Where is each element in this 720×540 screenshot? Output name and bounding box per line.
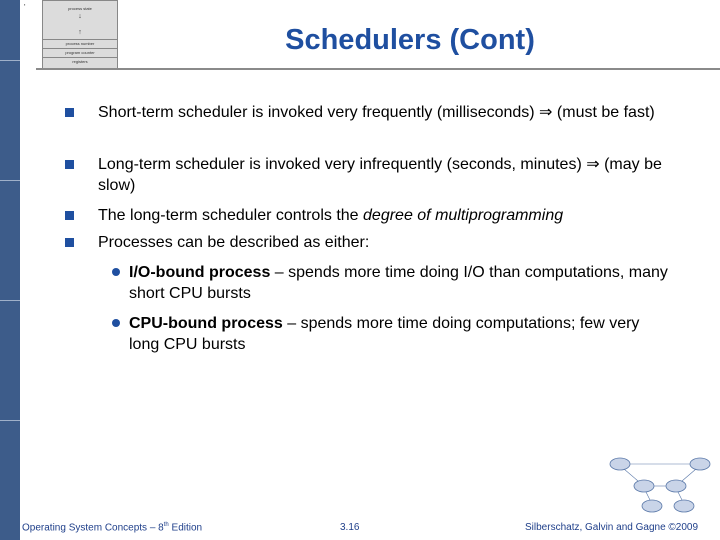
sidebar-separator bbox=[0, 300, 20, 301]
sub-bullet-term: CPU-bound process bbox=[129, 315, 283, 332]
sub-bullet-item bbox=[108, 262, 668, 304]
sub-bullet-term: I/O-bound process bbox=[129, 264, 271, 281]
pcb-row: registers bbox=[43, 57, 117, 66]
footer-book-title bbox=[22, 522, 202, 533]
sidebar-separator bbox=[0, 60, 20, 61]
sub-bullet-text bbox=[108, 262, 668, 304]
state-node-running bbox=[666, 480, 686, 492]
state-node-blocked bbox=[674, 500, 694, 512]
state-node-ready bbox=[634, 480, 654, 492]
down-arrow-icon: ↓ bbox=[78, 13, 82, 20]
sub-bullet-desc: – spends more time doing I/O than computations, many short CPU bursts bbox=[129, 264, 668, 302]
pcb-row: process state bbox=[68, 6, 92, 11]
bullet-text: Long-term scheduler is invoked very infrequently (seconds, minutes) ⇒ (may be slow) bbox=[98, 156, 662, 194]
bullet-text-italic: degree of multiprogramming bbox=[363, 207, 564, 224]
process-control-block-thumbnail bbox=[42, 0, 118, 70]
state-node-waiting bbox=[642, 500, 662, 512]
state-node-new bbox=[610, 458, 630, 470]
square-bullet-icon bbox=[65, 238, 74, 247]
up-arrow-icon: ↑ bbox=[78, 29, 82, 36]
corner-marker: ▪ bbox=[24, 2, 26, 7]
square-bullet-icon bbox=[65, 211, 74, 220]
footer-book-title-sup: th bbox=[163, 522, 169, 528]
state-node-terminated bbox=[690, 458, 710, 470]
square-bullet-icon bbox=[65, 160, 74, 169]
bullet-text-plain: The long-term scheduler controls the bbox=[98, 207, 364, 224]
pcb-row: process number bbox=[43, 39, 117, 48]
sub-bullet-desc: – spends more time doing computations; few very long CPU bursts bbox=[129, 315, 640, 353]
sidebar-separator bbox=[0, 180, 20, 181]
bullet-item bbox=[78, 154, 678, 196]
bullet-item bbox=[78, 102, 678, 123]
footer-authors: Silberschatz, Galvin and Gagne ©2009 bbox=[525, 522, 699, 533]
bullet-item bbox=[78, 232, 678, 253]
footer-book-title-suffix: Edition bbox=[168, 522, 203, 534]
process-state-diagram-thumbnail bbox=[606, 450, 716, 514]
sidebar-separator bbox=[0, 420, 20, 421]
title-divider bbox=[36, 68, 720, 70]
circle-bullet-icon bbox=[112, 268, 120, 276]
sub-bullet-item bbox=[108, 313, 668, 355]
pcb-row: program counter bbox=[43, 48, 117, 57]
circle-bullet-icon bbox=[112, 319, 120, 327]
bullet-item bbox=[78, 205, 678, 226]
bullet-text: Short-term scheduler is invoked very frequently (milliseconds) ⇒ (must be fast) bbox=[98, 104, 655, 121]
slide-title: Schedulers (Cont) bbox=[285, 24, 535, 56]
bullet-text: Processes can be described as either: bbox=[98, 234, 370, 251]
bullet-text bbox=[78, 205, 678, 226]
sub-bullet-text bbox=[108, 313, 668, 355]
square-bullet-icon bbox=[65, 108, 74, 117]
footer-page-number: 3.16 bbox=[340, 522, 360, 533]
footer-book-title-prefix: Operating System Concepts – 8 bbox=[22, 522, 164, 534]
left-sidebar-bar bbox=[0, 0, 20, 540]
